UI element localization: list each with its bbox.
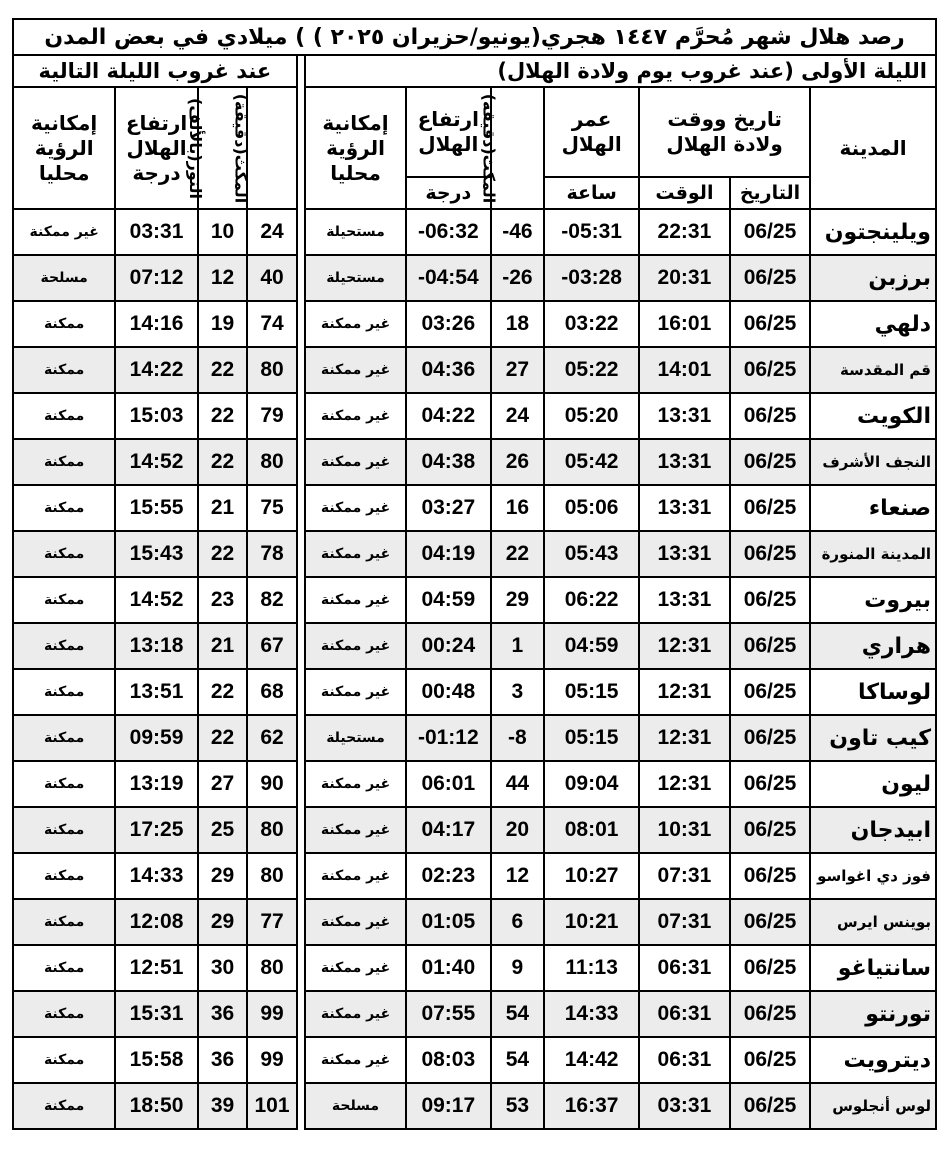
vis-header-line1: إمكانية xyxy=(322,110,389,135)
next-visibility-cell: ممكنة xyxy=(13,347,115,393)
altitude-cell: 03:27 xyxy=(406,485,491,531)
next-stay-cell: 77 xyxy=(247,899,296,945)
vis2-header-line3: محليا xyxy=(38,160,90,185)
illumination-cell: 27 xyxy=(198,761,247,807)
visibility-cell: غير ممكنة xyxy=(305,439,406,485)
city-cell: هراري xyxy=(810,623,936,669)
illumination-cell: 10 xyxy=(198,209,247,255)
age-unit-subheader: ساعة xyxy=(544,177,639,209)
stay-header xyxy=(478,87,545,209)
moon-age-cell: 14:42 xyxy=(544,1037,639,1083)
altitude-cell: 06:01 xyxy=(406,761,491,807)
birth-time-cell: 03:31 xyxy=(639,1083,730,1129)
table-row xyxy=(13,255,936,301)
birth-time-cell: 13:31 xyxy=(639,393,730,439)
next-visibility-cell: ممكنة xyxy=(13,531,115,577)
altitude-cell: 09:17 xyxy=(406,1083,491,1129)
birth-date-cell: 06/25 xyxy=(730,1083,810,1129)
moon-sighting-sheet xyxy=(12,18,937,1148)
row-separator xyxy=(297,301,305,347)
moon-age-cell: 05:06 xyxy=(544,485,639,531)
birth-time-cell: 07:31 xyxy=(639,899,730,945)
altitude-cell: 08:03 xyxy=(406,1037,491,1083)
visibility-cell: غير ممكنة xyxy=(305,485,406,531)
next-visibility-cell: مسلحة xyxy=(13,255,115,301)
stay-cell: 20 xyxy=(491,807,545,853)
next-stay-cell: 80 xyxy=(247,853,296,899)
birth-time-cell: 20:31 xyxy=(639,255,730,301)
age-header xyxy=(544,87,639,177)
city-cell: النجف الأشرف xyxy=(810,439,936,485)
visibility-cell: غير ممكنة xyxy=(305,807,406,853)
moon-age-cell: 05:15 xyxy=(544,669,639,715)
moon-age-cell: 14:33 xyxy=(544,991,639,1037)
age-header-line2: الهلال xyxy=(561,132,622,156)
table-row xyxy=(13,623,936,669)
altitude-cell: 03:26 xyxy=(406,301,491,347)
visibility-cell: غير ممكنة xyxy=(305,761,406,807)
row-separator xyxy=(297,807,305,853)
row-separator xyxy=(297,945,305,991)
moon-age-cell: 10:21 xyxy=(544,899,639,945)
moon-age-cell: -03:28 xyxy=(544,255,639,301)
next-visibility-cell: ممكنة xyxy=(13,669,115,715)
row-separator xyxy=(297,347,305,393)
row-separator xyxy=(297,393,305,439)
next-visibility-cell: ممكنة xyxy=(13,715,115,761)
birth-date-cell: 06/25 xyxy=(730,807,810,853)
stay-cell: 6 xyxy=(491,899,545,945)
visibility-cell: غير ممكنة xyxy=(305,1037,406,1083)
illumination-cell: 21 xyxy=(198,485,247,531)
stay-cell: 22 xyxy=(491,531,545,577)
next-altitude-cell: 15:55 xyxy=(115,485,197,531)
city-cell: دلهي xyxy=(810,301,936,347)
next-stay-cell: 79 xyxy=(247,393,296,439)
alt-header-line2: الهلال xyxy=(418,132,479,156)
city-cell: بوينس ايرس xyxy=(810,899,936,945)
table-row xyxy=(13,669,936,715)
birth-time-cell: 06:31 xyxy=(639,991,730,1037)
next-altitude-cell: 15:58 xyxy=(115,1037,197,1083)
next-visibility-cell: ممكنة xyxy=(13,1083,115,1129)
city-cell: المدينة المنورة xyxy=(810,531,936,577)
next-stay-cell: 99 xyxy=(247,1037,296,1083)
next-stay-cell: 62 xyxy=(247,715,296,761)
visibility-cell: مستحيلة xyxy=(305,255,406,301)
visibility-cell: غير ممكنة xyxy=(305,347,406,393)
next-altitude-cell: 14:16 xyxy=(115,301,197,347)
stay-cell: 3 xyxy=(491,669,545,715)
birth-date-cell: 06/25 xyxy=(730,899,810,945)
column-separator xyxy=(297,55,305,209)
city-cell: ابيدجان xyxy=(810,807,936,853)
altitude-cell: 00:48 xyxy=(406,669,491,715)
next-stay-cell: 101 xyxy=(247,1083,296,1129)
time-subheader: الوقت xyxy=(639,177,730,209)
vis2-header-line1: إمكانية xyxy=(31,110,98,135)
vis2-header xyxy=(13,87,115,209)
next-stay-cell: 67 xyxy=(247,623,296,669)
visibility-cell: مستحيلة xyxy=(305,209,406,255)
altitude-cell: 04:36 xyxy=(406,347,491,393)
stay-cell: 18 xyxy=(491,301,545,347)
table-row xyxy=(13,347,936,393)
birth-time-cell: 06:31 xyxy=(639,1037,730,1083)
next-stay-cell: 80 xyxy=(247,807,296,853)
city-cell: لوساكا xyxy=(810,669,936,715)
vis-header-line2: الرؤية xyxy=(326,135,385,160)
city-cell: كيب تاون xyxy=(810,715,936,761)
altitude-cell: 04:38 xyxy=(406,439,491,485)
birth-time-cell: 13:31 xyxy=(639,439,730,485)
visibility-cell: مسلحة xyxy=(305,1083,406,1129)
altitude-cell: 04:17 xyxy=(406,807,491,853)
table-row xyxy=(13,761,936,807)
next-visibility-cell: ممكنة xyxy=(13,439,115,485)
illumination-cell: 22 xyxy=(198,715,247,761)
next-stay-cell: 80 xyxy=(247,439,296,485)
birth-time-cell: 07:31 xyxy=(639,853,730,899)
table-row xyxy=(13,577,936,623)
city-cell: قم المقدسة xyxy=(810,347,936,393)
next-altitude-cell: 07:12 xyxy=(115,255,197,301)
next-visibility-cell: ممكنة xyxy=(13,991,115,1037)
stay-cell: 29 xyxy=(491,577,545,623)
altitude-cell: 04:22 xyxy=(406,393,491,439)
city-cell: فوز دي اغواسو xyxy=(810,853,936,899)
visibility-cell: غير ممكنة xyxy=(305,669,406,715)
vis-header xyxy=(305,87,406,209)
birth-header xyxy=(639,87,810,177)
city-cell: تورنتو xyxy=(810,991,936,1037)
stay-cell: 54 xyxy=(491,1037,545,1083)
stay-cell: 27 xyxy=(491,347,545,393)
illumination-cell: 25 xyxy=(198,807,247,853)
next-stay-cell: 80 xyxy=(247,347,296,393)
row-separator xyxy=(297,669,305,715)
next-visibility-cell: ممكنة xyxy=(13,623,115,669)
next-altitude-cell: 14:52 xyxy=(115,439,197,485)
visibility-cell: غير ممكنة xyxy=(305,623,406,669)
stay-header-label: المكث(دقيقة) xyxy=(478,93,498,203)
next-visibility-cell: ممكنة xyxy=(13,899,115,945)
illumination-cell: 29 xyxy=(198,853,247,899)
birth-date-cell: 06/25 xyxy=(730,439,810,485)
altitude-cell: -04:54 xyxy=(406,255,491,301)
visibility-cell: غير ممكنة xyxy=(305,531,406,577)
moon-sighting-table xyxy=(12,18,937,1130)
next-visibility-cell: ممكنة xyxy=(13,301,115,347)
alt-header xyxy=(406,87,491,177)
table-row xyxy=(13,853,936,899)
next-visibility-cell: ممكنة xyxy=(13,577,115,623)
birth-time-cell: 12:31 xyxy=(639,669,730,715)
next-stay-cell: 24 xyxy=(247,209,296,255)
next-stay-cell: 40 xyxy=(247,255,296,301)
birth-time-cell: 14:01 xyxy=(639,347,730,393)
row-separator xyxy=(297,255,305,301)
row-separator xyxy=(297,899,305,945)
birth-date-cell: 06/25 xyxy=(730,669,810,715)
row-separator xyxy=(297,531,305,577)
next-altitude-cell: 12:08 xyxy=(115,899,197,945)
city-cell: ويلينجتون xyxy=(810,209,936,255)
city-cell: سانتياغو xyxy=(810,945,936,991)
stay-cell: 9 xyxy=(491,945,545,991)
visibility-cell: غير ممكنة xyxy=(305,393,406,439)
next-altitude-cell: 14:52 xyxy=(115,577,197,623)
next-visibility-cell: ممكنة xyxy=(13,945,115,991)
illumination-cell: 30 xyxy=(198,945,247,991)
next-altitude-cell: 13:19 xyxy=(115,761,197,807)
table-body xyxy=(13,209,936,1129)
birth-time-cell: 22:31 xyxy=(639,209,730,255)
table-row xyxy=(13,209,936,255)
stay-cell: 53 xyxy=(491,1083,545,1129)
visibility-cell: غير ممكنة xyxy=(305,991,406,1037)
table-row xyxy=(13,899,936,945)
next-altitude-cell: 13:18 xyxy=(115,623,197,669)
birth-date-cell: 06/25 xyxy=(730,577,810,623)
next-visibility-cell: ممكنة xyxy=(13,807,115,853)
moon-age-cell: 05:20 xyxy=(544,393,639,439)
stay2-header xyxy=(231,87,296,209)
stay2-header-label: المكث(دقيقة) xyxy=(231,93,251,203)
moon-age-cell: 11:13 xyxy=(544,945,639,991)
next-altitude-cell: 15:03 xyxy=(115,393,197,439)
visibility-cell: مستحيلة xyxy=(305,715,406,761)
next-altitude-cell: 15:31 xyxy=(115,991,197,1037)
birth-date-cell: 06/25 xyxy=(730,531,810,577)
illumination-cell: 22 xyxy=(198,531,247,577)
stay-cell: 24 xyxy=(491,393,545,439)
visibility-cell: غير ممكنة xyxy=(305,945,406,991)
table-row xyxy=(13,991,936,1037)
illumination-cell: 23 xyxy=(198,577,247,623)
birth-time-cell: 12:31 xyxy=(639,623,730,669)
city-cell: بيروت xyxy=(810,577,936,623)
stay-cell: -8 xyxy=(491,715,545,761)
birth-time-cell: 13:31 xyxy=(639,485,730,531)
illumination-cell: 29 xyxy=(198,899,247,945)
next-visibility-cell: ممكنة xyxy=(13,853,115,899)
moon-age-cell: 05:22 xyxy=(544,347,639,393)
row-separator xyxy=(297,209,305,255)
table-row xyxy=(13,439,936,485)
birth-header-line1: تاريخ ووقت xyxy=(667,107,782,131)
table-row xyxy=(13,531,936,577)
birth-time-cell: 12:31 xyxy=(639,715,730,761)
birth-time-cell: 13:31 xyxy=(639,531,730,577)
vis-header-line3: محليا xyxy=(330,160,381,185)
illumination-cell: 19 xyxy=(198,301,247,347)
visibility-cell: غير ممكنة xyxy=(305,853,406,899)
alt2-header-line2: الهلال xyxy=(126,135,187,160)
birth-date-cell: 06/25 xyxy=(730,945,810,991)
illumination-cell: 39 xyxy=(198,1083,247,1129)
table-row xyxy=(13,485,936,531)
birth-date-cell: 06/25 xyxy=(730,623,810,669)
visibility-cell: غير ممكنة xyxy=(305,577,406,623)
birth-time-cell: 12:31 xyxy=(639,761,730,807)
birth-date-cell: 06/25 xyxy=(730,301,810,347)
moon-age-cell: 04:59 xyxy=(544,623,639,669)
table-row xyxy=(13,715,936,761)
birth-date-cell: 06/25 xyxy=(730,715,810,761)
moon-age-cell: 05:43 xyxy=(544,531,639,577)
table-row xyxy=(13,1083,936,1129)
stay-cell: 1 xyxy=(491,623,545,669)
illumination-cell: 36 xyxy=(198,1037,247,1083)
next-night-header: عند غروب الليلة التالية xyxy=(13,55,297,87)
row-separator xyxy=(297,577,305,623)
table-row xyxy=(13,945,936,991)
first-night-header: الليلة الأولى (عند غروب يوم ولادة الهلال) xyxy=(305,55,936,87)
table-row xyxy=(13,301,936,347)
alt-unit-subheader: درجة xyxy=(406,177,491,209)
altitude-cell: -06:32 xyxy=(406,209,491,255)
illumination-cell: 22 xyxy=(198,393,247,439)
moon-age-cell: 05:15 xyxy=(544,715,639,761)
birth-date-cell: 06/25 xyxy=(730,347,810,393)
illumination-cell: 36 xyxy=(198,991,247,1037)
next-altitude-cell: 17:25 xyxy=(115,807,197,853)
row-separator xyxy=(297,1037,305,1083)
altitude-cell: 07:55 xyxy=(406,991,491,1037)
birth-time-cell: 06:31 xyxy=(639,945,730,991)
city-cell: برزبن xyxy=(810,255,936,301)
birth-date-cell: 06/25 xyxy=(730,209,810,255)
altitude-cell: 01:05 xyxy=(406,899,491,945)
city-cell: صنعاء xyxy=(810,485,936,531)
birth-time-cell: 13:31 xyxy=(639,577,730,623)
next-altitude-cell: 14:33 xyxy=(115,853,197,899)
city-cell: لوس أنجلوس xyxy=(810,1083,936,1129)
city-cell: الكويت xyxy=(810,393,936,439)
next-stay-cell: 90 xyxy=(247,761,296,807)
table-row xyxy=(13,393,936,439)
age-header-line1: عمر xyxy=(571,107,612,131)
next-visibility-cell: غير ممكنة xyxy=(13,209,115,255)
table-row xyxy=(13,1037,936,1083)
visibility-cell: غير ممكنة xyxy=(305,301,406,347)
birth-date-cell: 06/25 xyxy=(730,991,810,1037)
birth-date-cell: 06/25 xyxy=(730,255,810,301)
row-separator xyxy=(297,715,305,761)
birth-date-cell: 06/25 xyxy=(730,853,810,899)
stay-cell: -26 xyxy=(491,255,545,301)
moon-age-cell: 10:27 xyxy=(544,853,639,899)
table-row xyxy=(13,807,936,853)
altitude-cell: 01:40 xyxy=(406,945,491,991)
alt2-header-line1: ارتفاع xyxy=(125,110,188,135)
city-cell: ديترويت xyxy=(810,1037,936,1083)
row-separator xyxy=(297,991,305,1037)
altitude-cell: 00:24 xyxy=(406,623,491,669)
stay-cell: -46 xyxy=(491,209,545,255)
birth-date-cell: 06/25 xyxy=(730,485,810,531)
next-altitude-cell: 18:50 xyxy=(115,1083,197,1129)
vis2-header-line2: الرؤية xyxy=(34,135,94,160)
row-separator xyxy=(297,439,305,485)
alt-header-line1: ارتفاع xyxy=(417,107,480,131)
moon-age-cell: 16:37 xyxy=(544,1083,639,1129)
next-stay-cell: 68 xyxy=(247,669,296,715)
stay-cell: 26 xyxy=(491,439,545,485)
next-altitude-cell: 13:51 xyxy=(115,669,197,715)
next-altitude-cell: 12:51 xyxy=(115,945,197,991)
moon-age-cell: 03:22 xyxy=(544,301,639,347)
stay-cell: 16 xyxy=(491,485,545,531)
next-visibility-cell: ممكنة xyxy=(13,1037,115,1083)
table-title: رصد هلال شهر مُحرَّم ١٤٤٧ هجري(يونيو/حزيران ٢٠٢٥ ) ) ميلادي في بعض المدن xyxy=(13,19,936,55)
illumination-cell: 21 xyxy=(198,623,247,669)
birth-date-cell: 06/25 xyxy=(730,1037,810,1083)
next-visibility-cell: ممكنة xyxy=(13,393,115,439)
next-stay-cell: 99 xyxy=(247,991,296,1037)
altitude-cell: 04:59 xyxy=(406,577,491,623)
altitude-cell: 02:23 xyxy=(406,853,491,899)
next-stay-cell: 80 xyxy=(247,945,296,991)
stay-cell: 44 xyxy=(491,761,545,807)
birth-time-cell: 16:01 xyxy=(639,301,730,347)
moon-age-cell: 08:01 xyxy=(544,807,639,853)
moon-age-cell: 05:42 xyxy=(544,439,639,485)
city-header: المدينة xyxy=(810,87,936,209)
next-stay-cell: 75 xyxy=(247,485,296,531)
light-header-label: النور(بالألف) xyxy=(186,97,206,199)
next-altitude-cell: 14:22 xyxy=(115,347,197,393)
next-visibility-cell: ممكنة xyxy=(13,761,115,807)
row-separator xyxy=(297,623,305,669)
next-altitude-cell: 09:59 xyxy=(115,715,197,761)
birth-date-cell: 06/25 xyxy=(730,761,810,807)
next-stay-cell: 78 xyxy=(247,531,296,577)
illumination-cell: 22 xyxy=(198,439,247,485)
row-separator xyxy=(297,1083,305,1129)
birth-date-cell: 06/25 xyxy=(730,393,810,439)
illumination-cell: 22 xyxy=(198,347,247,393)
moon-age-cell: -05:31 xyxy=(544,209,639,255)
row-separator xyxy=(297,853,305,899)
row-separator xyxy=(297,485,305,531)
next-altitude-cell: 03:31 xyxy=(115,209,197,255)
visibility-cell: غير ممكنة xyxy=(305,899,406,945)
next-altitude-cell: 15:43 xyxy=(115,531,197,577)
altitude-cell: 04:19 xyxy=(406,531,491,577)
illumination-cell: 12 xyxy=(198,255,247,301)
date-subheader: التاريخ xyxy=(730,177,810,209)
stay-cell: 54 xyxy=(491,991,545,1037)
city-cell: ليون xyxy=(810,761,936,807)
next-stay-cell: 74 xyxy=(247,301,296,347)
altitude-cell: -01:12 xyxy=(406,715,491,761)
moon-age-cell: 09:04 xyxy=(544,761,639,807)
next-visibility-cell: ممكنة xyxy=(13,485,115,531)
next-stay-cell: 82 xyxy=(247,577,296,623)
birth-header-line2: ولادة الهلال xyxy=(666,132,783,156)
alt2-header-unit: درجة xyxy=(132,160,181,185)
birth-time-cell: 10:31 xyxy=(639,807,730,853)
stay-cell: 12 xyxy=(491,853,545,899)
moon-age-cell: 06:22 xyxy=(544,577,639,623)
row-separator xyxy=(297,761,305,807)
illumination-cell: 22 xyxy=(198,669,247,715)
